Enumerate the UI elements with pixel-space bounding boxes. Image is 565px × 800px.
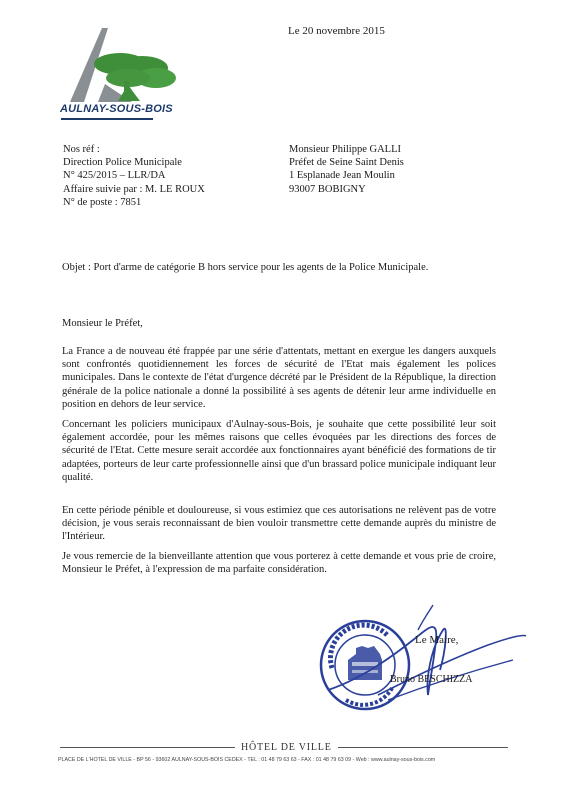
recipient-address xyxy=(289,143,404,196)
recipient-line: 93007 BOBIGNY xyxy=(289,183,366,195)
ref-line: N° 425/2015 – LLR/DA xyxy=(63,170,166,182)
signatory-title: Le Maire, xyxy=(415,634,459,646)
sender-references xyxy=(63,143,205,209)
ref-line: Nos réf : xyxy=(63,144,100,155)
footer-title: HÔTEL DE VILLE xyxy=(235,742,338,753)
city-logo-tree-icon xyxy=(58,26,183,131)
signatory-name: Bruno BESCHIZZA xyxy=(390,674,473,685)
body-paragraph: La France a de nouveau été frappée par une série d'attentats, mettant en exergue les dangers auxquels sont confrontés quotidiennement les forces de sécurité de l'Etat mais également les polices municipales. Dans le contexte de l'état d'urgence décrété par le Président de la République, la direction générale de la police nationale a donné la possibilité à ses agents de détenir leur arme individuelle en position en dehors de leur service. xyxy=(62,346,496,410)
handwritten-signature xyxy=(318,600,528,710)
ref-line: Direction Police Municipale xyxy=(63,157,182,169)
letter-salutation: Monsieur le Préfet, xyxy=(62,318,143,329)
recipient-line: Préfet de Seine Saint Denis xyxy=(289,157,404,169)
ref-line: Affaire suivie par : M. LE ROUX xyxy=(63,183,205,195)
body-paragraph: Je vous remercie de la bienveillante attention que vous porterez à cette demande et vous prie de croire, Monsieur le Préfet, à l'expression de ma parfaite considération. xyxy=(62,551,496,576)
letter-subject: Objet : Port d'arme de catégorie B hors service pour les agents de la Police Municipale. xyxy=(62,262,429,273)
body-paragraph: Concernant les policiers municipaux d'Aulnay-sous-Bois, je souhaite que cette possibilité leur soit également accordée, pour les mêmes raisons que celles évoquées par les directions des forces de sécurité de l'Etat. Cette mesure serait accordée aux fonctionnaires ayant bénéficié des formations de tir adaptées, porteurs de leur carte professionnelle ainsi que d'un brassard police municipale indiquant leur qualité. xyxy=(62,419,496,483)
city-logo-wordmark: AULNAY-SOUS-BOIS xyxy=(60,103,173,115)
footer-address: PLACE DE L'HÔTEL DE VILLE - BP 56 - 93602 AULNAY-SOUS-BOIS CEDEX - TEL : 01 48 79 63 63 - FAX : 01 48 79 63 09 - Web : www.aulnay-sous-bois.com xyxy=(58,757,436,763)
letter-date: Le 20 novembre 2015 xyxy=(288,25,385,37)
ref-line: N° de poste : 7851 xyxy=(63,196,142,208)
recipient-line: Monsieur Philippe GALLI xyxy=(289,144,401,155)
body-paragraph: En cette période pénible et douloureuse, si vous estimiez que ces autorisations ne relèvent pas de votre décision, je vous serais reconnaissant de bien vouloir transmettre cette demande auprès du ministre de l'Intérieur. xyxy=(62,505,496,543)
recipient-line: 1 Esplanade Jean Moulin xyxy=(289,170,395,182)
